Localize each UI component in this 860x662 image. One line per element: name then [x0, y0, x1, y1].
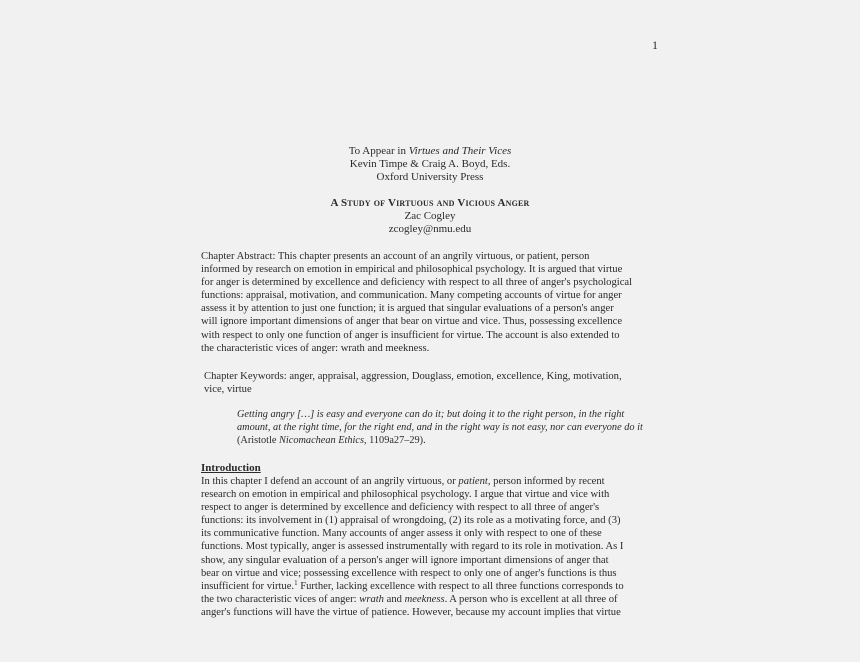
book-title: Virtues and Their Vices — [408, 145, 512, 157]
emphasis: wrath — [359, 593, 384, 605]
section-heading: Introduction — [201, 462, 261, 474]
abstract-line: for anger is determined by excellence and deficiency with respect to all three of anger's psychological — [201, 277, 633, 289]
editors: Kevin Timpe & Craig A. Boyd, Eds. — [349, 158, 511, 170]
abstract-line: functions: appraisal, motivation, and communication. Many competing accounts of virtue for anger — [201, 290, 622, 302]
paragraph-line — [201, 475, 661, 488]
author-email: zcogley@nmu.edu — [388, 223, 472, 235]
title-block — [0, 197, 860, 236]
paragraph-line: respect to anger is determined by excellence and deficiency with respect to all three of anger's — [201, 502, 600, 514]
text-run: , person informed by recent — [487, 476, 605, 487]
text-run: and — [383, 593, 405, 605]
emphasis: patient — [458, 476, 488, 487]
epigraph-line: Getting angry […] is easy and everyone can do it; but doing it to the right person, in the right — [237, 409, 625, 420]
text-run: . A person who is excellent at all three of — [444, 593, 618, 605]
publication-note — [0, 145, 860, 184]
citation-prefix: (Aristotle — [237, 434, 280, 446]
abstract-line: Chapter Abstract: This chapter presents an account of an angrily virtuous, or patient, person — [201, 251, 590, 262]
publisher: Oxford University Press — [376, 171, 484, 183]
abstract-line: the characteristic vices of anger: wrath and meekness. — [201, 342, 430, 354]
epigraph — [237, 409, 643, 447]
keywords-line: vice, virtue — [204, 384, 252, 396]
paragraph-line: anger's functions will have the virtue of patience. However, because my account implies that virtue — [201, 606, 621, 618]
epigraph-citation — [237, 435, 637, 448]
citation-work: Nicomachean Ethics — [279, 434, 364, 446]
paragraph-line: research on emotion in empirical and philosophical psychology. I argue that virtue and vice with — [201, 489, 610, 501]
intro-paragraph — [201, 475, 661, 619]
paragraph-line: its communicative function. Many accounts of anger assess it only with respect to one of these — [201, 528, 602, 540]
epigraph-line: amount, at the right time, for the right end, and in the right way is not easy, nor can everyone do it — [237, 421, 643, 433]
paragraph-line — [201, 593, 661, 606]
paragraph-line: show, any singular evaluation of a person's anger will ignore important dimensions of anger that — [201, 554, 609, 566]
citation-suffix: , 1109a27–29). — [363, 434, 426, 446]
abstract — [201, 250, 661, 355]
emphasis: meekness — [404, 593, 445, 605]
abstract-line: assess it by attention to just one function; it is argued that singular evaluations of a person's anger — [201, 303, 614, 315]
text-run: the two characteristic vices of anger: — [201, 593, 360, 605]
abstract-line: with respect to only one function of anger is insufficient for virtue. The account is also extended to — [201, 329, 620, 341]
paragraph-line — [201, 580, 661, 593]
keywords — [204, 370, 664, 396]
page-number: 1 — [652, 38, 658, 52]
author-name: Zac Cogley — [404, 210, 456, 222]
abstract-line: informed by research on emotion in empirical and philosophical psychology. It is argued that virtue — [201, 264, 623, 276]
text-run: In this chapter I defend an account of an angrily virtuous, or — [201, 476, 459, 487]
footnote-marker[interactable]: 1 — [294, 578, 298, 587]
to-appear-prefix: To Appear in — [348, 145, 409, 157]
keywords-line: Chapter Keywords: anger, appraisal, aggression, Douglass, emotion, excellence, King, motivation, — [204, 371, 622, 382]
paragraph-line: functions. Most typically, anger is assessed instrumentally with regard to its role in motivation. As I — [201, 541, 624, 553]
abstract-line: will ignore important dimensions of anger that bear on virtue and vice. Thus, possessing excellence — [201, 316, 623, 328]
paragraph-line: bear on virtue and vice; possessing excellence with respect to only one of anger's functions is thus — [201, 567, 617, 579]
text-run: Further, lacking excellence with respect to all three functions corresponds to — [297, 580, 624, 592]
text-run: insufficient for virtue. — [201, 580, 295, 592]
paper-title: A Study of Virtuous and Vicious Anger — [330, 197, 530, 209]
paragraph-line: functions: its involvement in (1) appraisal of wrongdoing, (2) its role as a motivating force, and (3) — [201, 515, 621, 527]
